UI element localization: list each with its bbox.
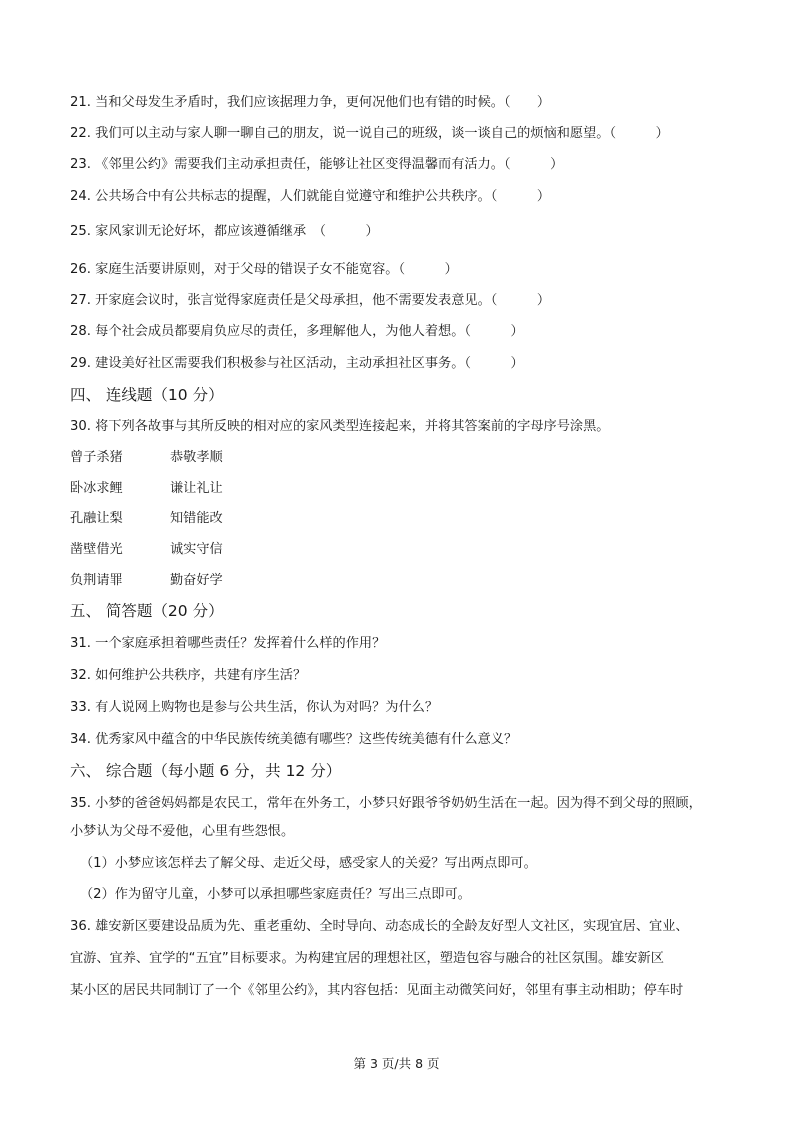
tf-item-25: 25. 家风家训无论好坏，都应该遵循继承 （ ） (70, 224, 379, 239)
story-item: 孔融让梨 (70, 511, 123, 526)
q35-text-line: 35. 小梦的爸爸妈妈都是农民工，常年在外务工，小梦只好跟爷爷奶奶生活在一起。因为得不到父母的照顾， (70, 796, 702, 811)
story-item: 负荆请罪 (70, 573, 123, 588)
tf-item-24: 24. 公共场合中有公共标志的提醒，人们就能自觉遵守和维护公共秩序。（ ） (70, 189, 551, 204)
tf-item-23: 23. 《邻里公约》需要我们主动承担责任，能够让社区变得温馨而有活力。（ ） (70, 157, 564, 172)
tf-item-21: 21. 当和父母发生矛盾时，我们应该据理力争，更何况他们也有错的时候。（ ） (70, 95, 551, 110)
q35-subquestion: （1）小梦应该怎样去了解父母、走近父母，感受家人的关爱？写出两点即可。 (80, 856, 537, 871)
family-style-item: 勤奋好学 (170, 573, 223, 588)
story-item: 卧冰求鲤 (70, 481, 123, 496)
q36-text-line: 36. 雄安新区要建设品质为先、重老重幼、全时导向、动态成长的全龄友好型人文社区，实现宜居、宜业、 (70, 919, 689, 934)
q36-text-line: 宜游、宜养、宜学的“五宜”目标要求。为构建宜居的理想社区，塑造包容与融合的社区氛围。雄安新区 (70, 951, 664, 966)
family-style-item: 知错能改 (170, 511, 223, 526)
short-answer-question: 34. 优秀家风中蕴含的中华民族传统美德有哪些？这些传统美德有什么意义？ (70, 732, 518, 747)
q35-text-line: 小梦认为父母不爱他，心里有些怨恨。 (70, 824, 295, 839)
tf-item-28: 28. 每个社会成员都要肩负应尽的责任，多理解他人，为他人着想。（ ） (70, 324, 524, 339)
family-style-item: 诚实守信 (170, 542, 223, 557)
matching-instruction: 30. 将下列各故事与其所反映的相对应的家风类型连接起来，并将其答案前的字母序号涂黑。 (70, 419, 610, 434)
story-item: 凿壁借光 (70, 542, 123, 557)
family-style-item: 恭敬孝顺 (170, 450, 223, 465)
q36-text-line: 某小区的居民共同制订了一个《邻里公约》，其内容包括：见面主动微笑问好，邻里有事主动相助；停车时 (70, 983, 684, 998)
page-number: 第 3 页/共 8 页 (353, 1056, 440, 1071)
short-answer-question: 32. 如何维护公共秩序，共建有序生活？ (70, 668, 307, 683)
section-heading-comprehensive: 六、 综合题（每小题 6 分，共 12 分） (70, 762, 342, 780)
story-item: 曾子杀猪 (70, 450, 123, 465)
tf-item-27: 27. 开家庭会议时，张言觉得家庭责任是父母承担，他不需要发表意见。（ ） (70, 293, 551, 308)
short-answer-question: 33. 有人说网上购物也是参与公共生活，你认为对吗？为什么？ (70, 700, 439, 715)
section-heading-matching: 四、 连线题（10 分） (70, 386, 224, 404)
q35-subquestion: （2）作为留守儿童，小梦可以承担哪些家庭责任？写出三点即可。 (80, 887, 471, 902)
tf-item-26: 26. 家庭生活要讲原则，对于父母的错误子女不能宽容。（ ） (70, 262, 458, 277)
family-style-item: 谦让礼让 (170, 481, 223, 496)
tf-item-22: 22. 我们可以主动与家人聊一聊自己的朋友，说一说自己的班级，谈一谈自己的烦恼和愿望。（ ） (70, 126, 669, 141)
tf-item-29: 29. 建设美好社区需要我们积极参与社区活动，主动承担社区事务。（ ） (70, 356, 524, 371)
short-answer-question: 31. 一个家庭承担着哪些责任？发挥着什么样的作用？ (70, 636, 386, 651)
section-heading-short-answer: 五、 简答题（20 分） (70, 602, 224, 620)
